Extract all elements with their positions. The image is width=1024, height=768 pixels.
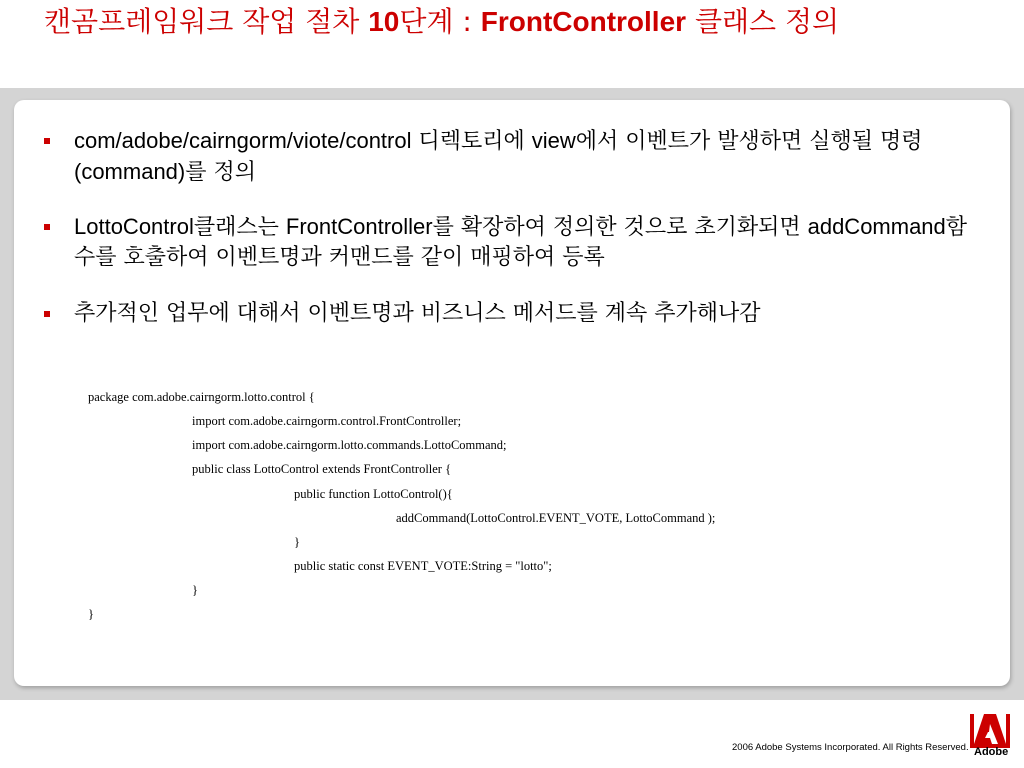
code-line: public class LottoControl extends FrontController {	[192, 462, 452, 476]
code-line: }	[192, 583, 198, 597]
slide-title	[44, 6, 984, 38]
bullet-text: (command)	[74, 159, 186, 184]
bullet-text: 함수를 호출하여 이벤트명과 커맨드를 같이 매핑하여 등록	[74, 215, 968, 270]
bullet-text: 추가적인 업무에 대해서 이벤트명과 비즈니스 메서드를 계속 추가해나감	[74, 301, 761, 326]
code-line: public function LottoControl(){	[294, 487, 453, 501]
adobe-logo-wordmark: Adobe	[974, 746, 1009, 758]
bullet-item	[44, 299, 974, 329]
bullet-text: 를 정의	[185, 160, 256, 185]
bullet-list	[44, 126, 974, 329]
code-line: import com.adobe.cairngorm.lotto.commands.LottoCommand;	[192, 438, 507, 452]
bullet-item	[44, 212, 974, 273]
title-class-name: FrontController	[480, 6, 687, 37]
code-line: public static const EVENT_VOTE:String = "lotto";	[294, 559, 552, 573]
bullet-text: 클래스는	[193, 215, 286, 240]
code-line: }	[294, 535, 300, 549]
code-line: addCommand(LottoControl.EVENT_VOTE, LottoCommand );	[396, 511, 716, 525]
bullet-text: 를 확장하여 정의한 것으로 초기화되면	[432, 215, 808, 240]
code-line: package com.adobe.cairngorm.lotto.control {	[88, 390, 315, 404]
bullet-text: addCommand	[807, 214, 946, 239]
title-step-number: 10	[368, 6, 400, 37]
title-text-3: 클래스 정의	[686, 5, 840, 38]
code-line: }	[88, 607, 94, 621]
bullet-item	[44, 126, 974, 188]
bullet-text: 디렉토리에	[411, 129, 532, 154]
bullet-text: view	[531, 128, 576, 153]
code-line: import com.adobe.cairngorm.control.FrontController;	[192, 414, 462, 428]
bullet-text: 에서 이벤트가 발생하면 실행될 명령	[575, 129, 923, 154]
bullet-marker	[44, 138, 50, 144]
title-text-2: 단계 :	[399, 5, 481, 38]
bullet-text: com/adobe/cairngorm/viote/control	[74, 128, 412, 153]
bullet-marker	[44, 311, 50, 317]
bullet-marker	[44, 224, 50, 230]
bullet-text: LottoControl	[74, 214, 194, 239]
copyright-text: 2006 Adobe Systems Incorporated. All Rights Reserved.	[732, 742, 969, 753]
bullet-text: FrontController	[285, 214, 433, 239]
title-text-1: 캔곰프레임워크 작업 절차	[44, 5, 369, 38]
